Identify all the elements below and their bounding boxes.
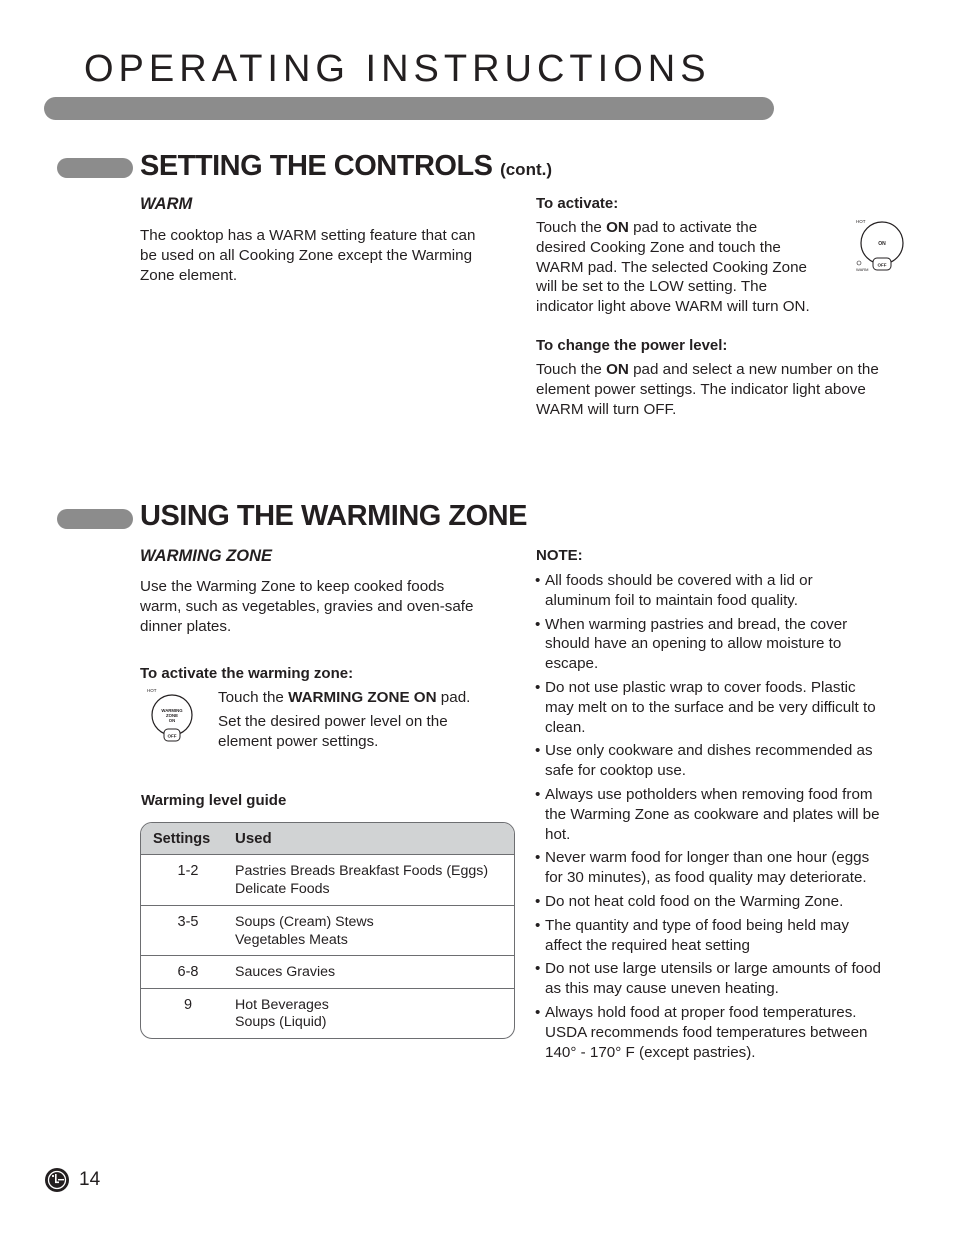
setting-cell: 6-8 (141, 956, 235, 989)
table-row (141, 989, 514, 1038)
text-bold: ON (606, 361, 629, 378)
warming-zone-control-icon (146, 686, 198, 744)
text-line: When warming pastries and bread, the cover (545, 615, 848, 633)
change-power-heading: To change the power level: (536, 337, 728, 354)
cell-line: Delicate Foods (235, 880, 330, 897)
text-line: clean. (545, 718, 586, 736)
text-run: Touch the (218, 689, 289, 706)
on-label: ON (878, 241, 886, 247)
list-item: • Do not use plastic wrap to cover foods. Plastic may melt on to the surface and be very difficult to clean. (535, 678, 915, 737)
text-line: warm, such as vegetables, gravies and oven-safe (140, 597, 474, 615)
cell-line: Soups (Cream) Stews (235, 914, 374, 930)
table-header-row (141, 823, 514, 855)
warm-indicator (857, 261, 861, 265)
text-line: dinner plates. (140, 617, 232, 635)
section-title-warming-zone: USING THE WARMING ZONE (140, 500, 527, 532)
off-label: OFF (877, 262, 887, 268)
cell-line: Vegetables Meats (235, 931, 348, 948)
list-item: • Do not heat cold food on the Warming Zone. (535, 892, 915, 912)
text-line: desired Cooking Zone and touch the (536, 238, 781, 256)
header-bar (44, 97, 774, 120)
table-row (141, 956, 514, 989)
text-line: indicator light above WARM will turn ON. (536, 298, 810, 316)
column-header-settings: Settings (141, 823, 235, 855)
cell-line: Pastries Breads Breakfast Foods (Eggs) (235, 863, 489, 879)
text-line: Always hold food at proper food temperatures. (545, 1003, 857, 1021)
text-line: affect the required heat setting (545, 936, 750, 954)
off-label: OFF (167, 733, 177, 739)
text-line: hot. (545, 825, 571, 843)
text-bold: WARMING ZONE ON (288, 689, 437, 706)
change-power-text (536, 360, 916, 419)
text-line: Do not heat cold food on the Warming Zone. (545, 892, 844, 910)
cell-line: Soups (Liquid) (235, 1014, 327, 1030)
text-line: All foods should be covered with a lid or (545, 572, 813, 589)
subtitle-warm: WARM (140, 195, 193, 213)
page-header-title: OPERATING INSTRUCTIONS (84, 48, 711, 90)
text-run: pad. (436, 689, 471, 706)
list-item: • When warming pastries and bread, the cover should have an opening to allow moisture to escape. (535, 615, 915, 674)
used-cell (235, 906, 514, 956)
setting-cell: 3-5 (141, 906, 235, 956)
warming-level-table (140, 822, 515, 1039)
section-title-setting-controls (140, 150, 552, 183)
text-line: 140° - 170° F (except pastries). (545, 1043, 756, 1061)
section-title-text: SETTING THE CONTROLS (140, 150, 493, 182)
warm-label: WARM (856, 267, 869, 272)
text-line: The cooktop has a WARM setting feature that can (140, 227, 476, 244)
used-cell (235, 956, 514, 989)
hot-label: HOT (856, 219, 866, 224)
text-line: Use the Warming Zone to keep cooked foods (140, 578, 445, 595)
text-run: pad to activate the (628, 219, 758, 236)
text-run: Touch the (536, 219, 607, 236)
warming-label: WARMING (161, 708, 183, 713)
text-line: as this may cause uneven heating. (545, 980, 779, 998)
text-line: should have an opening to allow moisture to (545, 635, 842, 653)
warming-guide-heading: Warming level guide (141, 792, 287, 809)
text-line: Do not use plastic wrap to cover foods. Plastic (545, 678, 856, 696)
page-number: 14 (79, 1169, 101, 1190)
on-warm-control-icon (854, 215, 910, 273)
list-item: • Always use potholders when removing food from the Warming Zone as cookware and plates will be hot. (535, 785, 915, 844)
text-line: escape. (545, 655, 599, 673)
used-cell (235, 989, 514, 1038)
hot-label: HOT (147, 688, 157, 693)
table-row (141, 855, 514, 906)
list-item: • Do not use large utensils or large amounts of food as this may cause uneven heating. (535, 959, 915, 999)
notes-list (535, 571, 915, 1066)
list-item: • Use only cookware and dishes recommended as safe for cooktop use. (535, 741, 915, 781)
column-header-used: Used (235, 823, 514, 855)
subtitle-warming-zone: WARMING ZONE (140, 547, 272, 565)
zone-label: ZONE (166, 713, 178, 718)
cell-line: Hot Beverages (235, 996, 329, 1013)
text-line: be used on all Cooking Zone except the Warming (140, 246, 473, 264)
activate-warming-text (218, 688, 518, 751)
text-line: element power settings. (218, 732, 379, 750)
text-line: WARM will turn OFF. (536, 400, 677, 418)
text-run: Touch the (536, 361, 607, 378)
activate-heading: To activate: (536, 195, 619, 212)
text-run: pad and select a new number on the (628, 361, 879, 378)
text-line: safe for cooktop use. (545, 762, 686, 780)
text-line: USDA recommends food temperatures between (545, 1023, 868, 1041)
setting-cell: 9 (183, 996, 193, 1013)
table-row (141, 906, 514, 956)
text-line: The quantity and type of food being held may (545, 916, 849, 934)
text-line: may melt on to the surface and be very difficult to (545, 698, 876, 716)
text-line: aluminum foil to maintain food quality. (545, 591, 798, 609)
text-line: Do not use large utensils or large amounts of food (545, 960, 882, 978)
text-line: the Warming Zone as cookware and plates will be (545, 805, 880, 823)
used-cell (235, 855, 514, 906)
warm-intro (140, 226, 510, 285)
activate-warming-heading: To activate the warming zone: (140, 665, 354, 682)
list-item: • Never warm food for longer than one hour (eggs for 30 minutes), as food quality may deteriorate. (535, 848, 915, 888)
section-marker (57, 509, 133, 529)
note-heading: NOTE: (536, 547, 583, 564)
text-line: for 30 minutes), as food quality may deteriorate. (545, 869, 867, 887)
list-item: • All foods should be covered with a lid or aluminum foil to maintain food quality. (535, 571, 915, 611)
text-line: element power settings. The indicator light above (536, 380, 866, 398)
text-line: Use only cookware and dishes recommended as (545, 742, 873, 760)
section-title-suffix: (cont.) (500, 160, 552, 179)
text-line: Zone element. (140, 266, 238, 284)
activate-text (536, 218, 846, 317)
warming-zone-intro (140, 577, 515, 636)
cell-line: Sauces Gravies (235, 964, 336, 980)
list-item: • Always hold food at proper food temperatures. USDA recommends food temperatures between 140° - 170° F (except pastries). (535, 1003, 915, 1062)
section-marker (57, 158, 133, 178)
list-item: • The quantity and type of food being held may affect the required heat setting (535, 916, 915, 956)
lg-logo-icon (44, 1167, 70, 1193)
text-line: Never warm food for longer than one hour (eggs (545, 849, 870, 867)
text-line: WARM pad. The selected Cooking Zone (536, 258, 807, 276)
on-label: ON (168, 718, 176, 723)
setting-cell: 1-2 (141, 855, 235, 906)
text-line: will be set to the LOW setting. The (536, 278, 768, 296)
text-line: Set the desired power level on the (218, 712, 448, 730)
text-bold: ON (606, 219, 629, 236)
text-line: Always use potholders when removing food from (545, 785, 873, 803)
